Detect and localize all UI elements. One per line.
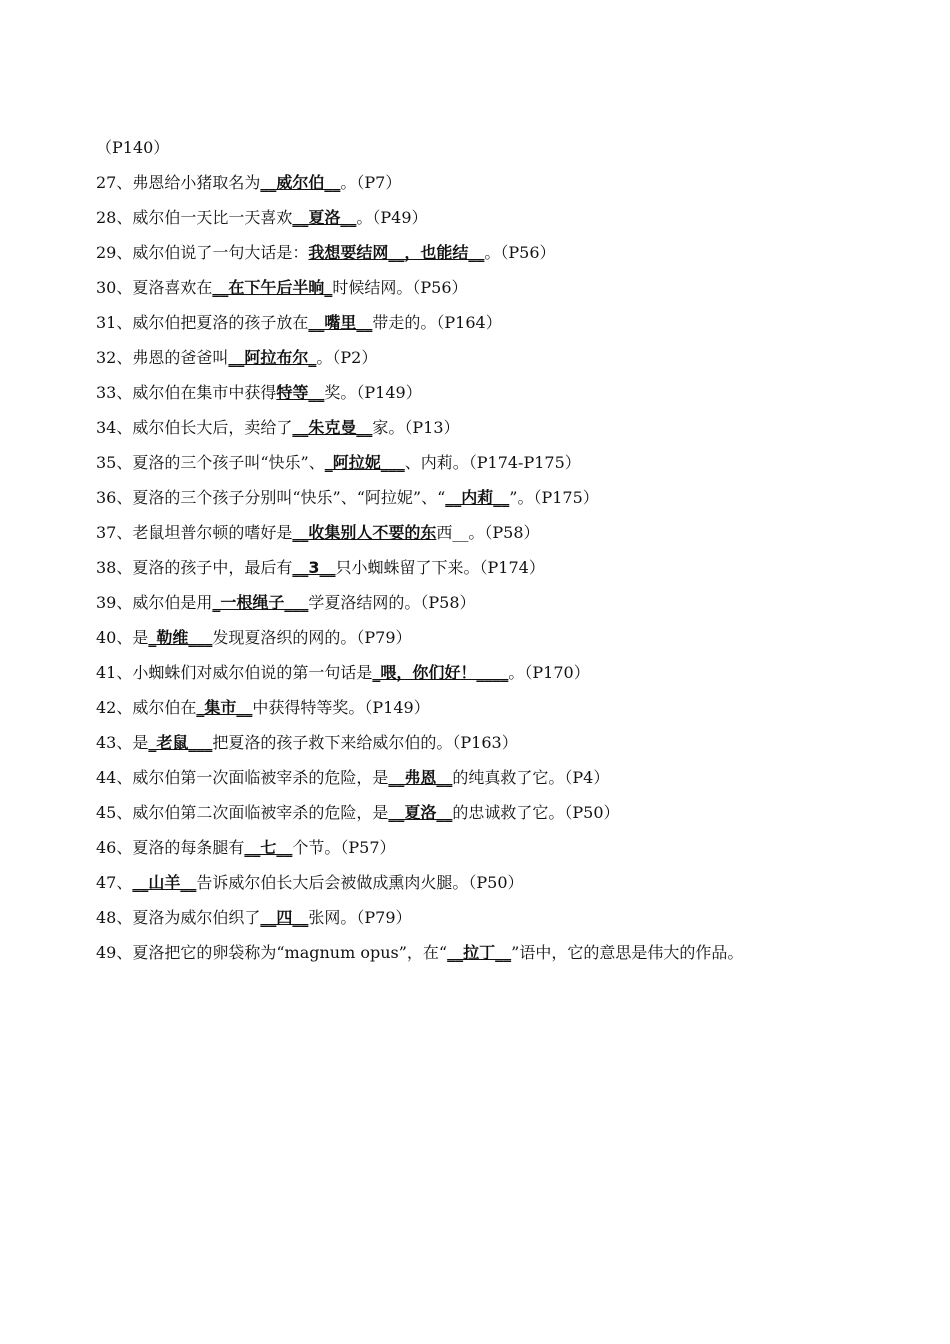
question-text-after: 只小蜘蛛留了下来。（P174）: [335, 558, 545, 577]
answer-text: __四__: [260, 908, 309, 927]
answer-text: 我想要结网__，也能结__: [308, 243, 485, 262]
question-text-after: ”。（P175）: [509, 488, 599, 507]
answer-text: _勒维___: [148, 628, 213, 647]
question-text-after: 张网。（P79）: [308, 908, 412, 927]
question-text-after: 。（P56）: [484, 243, 556, 262]
question-text-after: 发现夏洛织的网的。（P79）: [212, 628, 412, 647]
question-text-after: 时候结网。（P56）: [332, 278, 468, 297]
question-text-after: ”语中，它的意思是伟大的作品。: [511, 943, 744, 962]
answer-text: __弗恩__: [388, 768, 453, 787]
answer-text: 特等__: [276, 383, 325, 402]
question-line: [96, 165, 896, 200]
question-line: [96, 760, 896, 795]
question-text: 42、威尔伯在: [96, 698, 197, 717]
question-line: [96, 340, 896, 375]
question-text: 29、威尔伯说了一句大话是：: [96, 243, 309, 262]
answer-text: __朱克曼__: [292, 418, 373, 437]
answer-text: _喂，你们好！____: [372, 663, 509, 682]
question-text-after: 。（P49）: [356, 208, 428, 227]
question-text-after: 奖。（P149）: [324, 383, 422, 402]
question-text: 46、夏洛的每条腿有: [96, 838, 245, 857]
question-text-after: 的纯真救了它。（P4）: [452, 768, 610, 787]
question-line: [96, 445, 896, 480]
answer-text: _老鼠___: [148, 733, 213, 752]
question-text: 27、弗恩给小猪取名为: [96, 173, 261, 192]
answer-text: __夏洛__: [292, 208, 357, 227]
answer-text: __3__: [292, 558, 336, 577]
question-text: 49、夏洛把它的卵袋称为“magnum opus”，在“: [96, 943, 448, 962]
question-line: [96, 795, 896, 830]
question-line: [96, 305, 896, 340]
question-line: [96, 690, 896, 725]
question-text: 43、是: [96, 733, 149, 752]
question-text: （P140）: [96, 138, 170, 157]
question-text-after: 带走的。（P164）: [372, 313, 502, 332]
question-text: 41、小蜘蛛们对威尔伯说的第一句话是: [96, 663, 373, 682]
question-text: 44、威尔伯第一次面临被宰杀的危险，是: [96, 768, 389, 787]
question-text-after: 、内莉。（P174-P175）: [404, 453, 581, 472]
question-text-after: 。（P170）: [508, 663, 590, 682]
question-line: [96, 235, 896, 270]
question-line: [96, 270, 896, 305]
answer-text: __收集别人不要的东: [292, 523, 437, 542]
question-text-after: 。（P2）: [316, 348, 378, 367]
answer-text: _阿拉妮___: [324, 453, 405, 472]
question-line: [96, 725, 896, 760]
answer-text: _集市__: [196, 698, 253, 717]
question-line: [96, 865, 896, 900]
question-line: [96, 900, 896, 935]
answer-text: __嘴里__: [308, 313, 373, 332]
question-text: 40、是: [96, 628, 149, 647]
answer-text: __夏洛__: [388, 803, 453, 822]
question-line: [96, 410, 896, 445]
answer-text: __在下午后半晌_: [212, 278, 333, 297]
answer-text: __七__: [244, 838, 293, 857]
answer-text: _一根绳子___: [212, 593, 309, 612]
question-line: [96, 515, 896, 550]
question-text-after: 家。（P13）: [372, 418, 460, 437]
question-text-after: 的忠诚救了它。（P50）: [452, 803, 620, 822]
question-line: [96, 585, 896, 620]
question-line: [96, 655, 896, 690]
question-line: [96, 130, 896, 165]
question-text: 31、威尔伯把夏洛的孩子放在: [96, 313, 309, 332]
answer-text: __阿拉布尔_: [228, 348, 317, 367]
question-text: 48、夏洛为威尔伯织了: [96, 908, 261, 927]
question-text: 45、威尔伯第二次面临被宰杀的危险，是: [96, 803, 389, 822]
question-text: 33、威尔伯在集市中获得: [96, 383, 277, 402]
question-text-after: 个节。（P57）: [292, 838, 396, 857]
question-line: [96, 620, 896, 655]
question-text-after: 告诉威尔伯长大后会被做成熏肉火腿。（P50）: [196, 873, 524, 892]
question-line: [96, 375, 896, 410]
question-text: 34、威尔伯长大后，卖给了: [96, 418, 293, 437]
question-text-after: 把夏洛的孩子救下来给威尔伯的。（P163）: [212, 733, 518, 752]
question-text-after: 。（P7）: [340, 173, 402, 192]
question-text: 28、威尔伯一天比一天喜欢: [96, 208, 293, 227]
question-line: [96, 200, 896, 235]
question-text: 39、威尔伯是用: [96, 593, 213, 612]
question-text-after: 学夏洛结网的。（P58）: [308, 593, 476, 612]
answer-text: __威尔伯__: [260, 173, 341, 192]
question-text: 36、夏洛的三个孩子分别叫“快乐”、“阿拉妮”、“: [96, 488, 446, 507]
question-line: [96, 550, 896, 585]
question-text: 47、: [96, 873, 133, 892]
answer-text: __内莉__: [445, 488, 510, 507]
question-line: [96, 830, 896, 865]
answer-text: __拉丁__: [447, 943, 512, 962]
question-text: 30、夏洛喜欢在: [96, 278, 213, 297]
question-text: 37、老鼠坦普尔顿的嗜好是: [96, 523, 293, 542]
question-line: [96, 480, 896, 515]
question-text: 38、夏洛的孩子中，最后有: [96, 558, 293, 577]
question-text-after: 中获得特等奖。（P149）: [252, 698, 430, 717]
question-text: 35、夏洛的三个孩子叫“快乐”、: [96, 453, 325, 472]
answer-text: __山羊__: [132, 873, 197, 892]
document-page: [96, 130, 896, 970]
question-text-after: 西__。（P58）: [436, 523, 540, 542]
question-text: 32、弗恩的爸爸叫: [96, 348, 229, 367]
question-line: [96, 935, 896, 970]
